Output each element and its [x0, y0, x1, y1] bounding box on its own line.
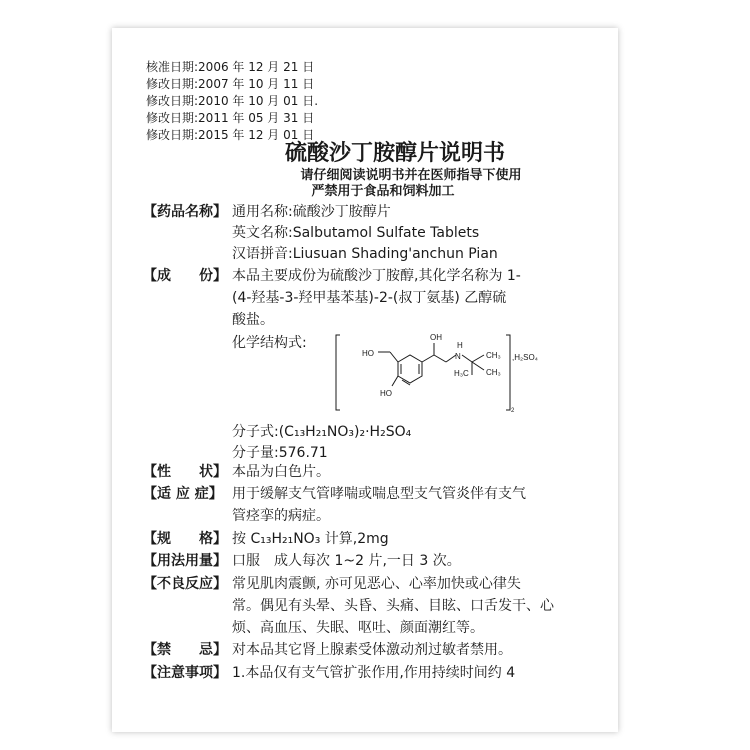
pinyin-name: 汉语拼音:Liusuan Shading'anchun Pian [232, 246, 498, 262]
label-drug-name: 【药品名称】 [143, 204, 227, 220]
indications-text: 用于缓解支气管哮喘或喘息型支气管炎伴有支气 [232, 486, 526, 502]
adverse-text: 常见肌肉震颤, 亦可见恶心、心率加快或心律失 [232, 576, 521, 592]
revision-date: 修改日期:2011 年 05 月 31 日 [146, 111, 315, 125]
structure-label: 化学结构式: [232, 335, 307, 351]
indications-text: 管痉挛的病症。 [232, 508, 330, 524]
english-name: 英文名称:Salbutamol Sulfate Tablets [232, 225, 480, 241]
specification-text: 按 C₁₃H₂₁NO₃ 计算,2mg [232, 531, 389, 547]
structure-ho: HO [362, 349, 374, 358]
composition-text: (4-羟基-3-羟甲基苯基)-2-(叔丁氨基) 乙醇硫 [232, 290, 507, 306]
structure-subscript: 2 [511, 408, 515, 414]
structure-ho: HO [380, 389, 392, 398]
label-adverse-reactions: 【不良反应】 [143, 576, 227, 592]
label-precautions: 【注意事项】 [143, 665, 227, 681]
revision-date: 修改日期:2007 年 10 月 11 日 [146, 77, 315, 91]
label-composition: 【成 份】 [143, 268, 227, 284]
adverse-text: 常。偶见有头晕、头昏、头痛、目眩、口舌发干、心 [232, 598, 554, 614]
formula-value: (C₁₃H₂₁NO₃)₂·H₂SO₄ [278, 424, 412, 440]
approval-date: 核准日期:2006 年 12 月 21 日 [146, 60, 315, 74]
generic-name: 通用名称:硫酸沙丁胺醇片 [232, 204, 391, 220]
chemical-structure [330, 330, 560, 415]
label-indications: 【适 应 症】 [143, 486, 223, 502]
revision-date: 修改日期:2010 年 10 月 01 日. [146, 94, 319, 108]
molecular-weight: 分子量:576.71 [232, 445, 328, 461]
structure-ch3: CH₃ [486, 351, 501, 360]
contraindications-text: 对本品其它肾上腺素受体激动剂过敏者禁用。 [232, 642, 512, 658]
label-dosage: 【用法用量】 [143, 553, 227, 569]
precautions-text: 1.本品仅有支气管扩张作用,作用持续时间约 4 [232, 665, 516, 681]
structure-ch3: CH₃ [486, 368, 501, 377]
label-specification: 【规 格】 [143, 531, 227, 547]
subtitle-warning: 严禁用于食品和饲料加工 [311, 184, 455, 199]
molecular-formula [232, 421, 411, 441]
structure-n: N [455, 352, 461, 361]
revision-date: 修改日期:2015 年 12 月 01 日 [146, 128, 315, 142]
structure-oh: OH [430, 333, 442, 342]
structure-h3c: H₃C [454, 369, 469, 378]
structure-h: H [457, 341, 463, 350]
document-title: 硫酸沙丁胺醇片说明书 [284, 141, 505, 166]
adverse-text: 烦、高血压、失眠、呕吐、颜面潮红等。 [232, 620, 484, 636]
label-contraindications: 【禁 忌】 [143, 642, 227, 658]
structure-acid: ,H₂SO₄ [512, 353, 538, 362]
properties-text: 本品为白色片。 [232, 464, 330, 480]
label-properties: 【性 状】 [143, 464, 227, 480]
subtitle-instruction: 请仔细阅读说明书并在医师指导下使用 [300, 168, 522, 183]
composition-text: 本品主要成份为硫酸沙丁胺醇,其化学名称为 1- [232, 268, 521, 284]
dosage-text: 口服 成人每次 1~2 片,一日 3 次。 [232, 553, 461, 569]
composition-text: 酸盐。 [232, 312, 274, 328]
formula-prefix: 分子式: [232, 424, 279, 440]
